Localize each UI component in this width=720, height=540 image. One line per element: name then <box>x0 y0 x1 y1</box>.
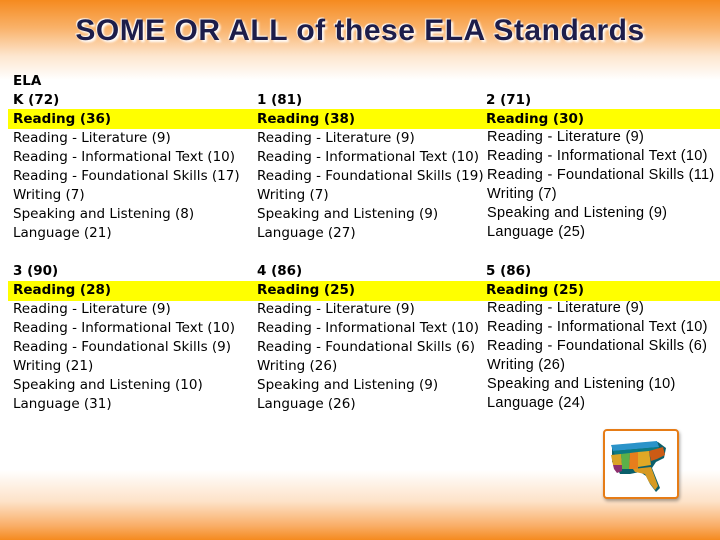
standard-item: Language (24) <box>487 395 586 411</box>
standard-item: Writing (21) <box>13 358 94 374</box>
standard-item: Language (25) <box>487 224 586 240</box>
grade-header: 5 (86) <box>486 263 532 279</box>
standard-item: Reading - Foundational Skills (6) <box>257 339 476 355</box>
standard-item: Reading - Literature (9) <box>13 130 171 146</box>
reading-highlight-row-1 <box>8 109 720 129</box>
grade-header: 4 (86) <box>257 263 303 279</box>
standard-item: Writing (26) <box>257 358 338 374</box>
standard-item: Language (31) <box>13 396 112 412</box>
reading-total: Reading (28) <box>13 282 112 298</box>
reading-highlight-row-2 <box>8 281 720 301</box>
standard-item: Reading - Foundational Skills (11) <box>487 167 715 183</box>
subject-label: ELA <box>13 73 42 89</box>
reading-total: Reading (30) <box>486 111 585 127</box>
standard-item: Writing (7) <box>257 187 329 203</box>
standard-item: Writing (26) <box>487 357 566 373</box>
standard-item: Speaking and Listening (9) <box>257 206 439 222</box>
standard-item: Reading - Informational Text (10) <box>487 148 708 164</box>
standard-item: Language (26) <box>257 396 356 412</box>
standard-item: Speaking and Listening (10) <box>13 377 203 393</box>
standard-item: Reading - Literature (9) <box>257 301 415 317</box>
grade-header: 2 (71) <box>486 92 532 108</box>
standard-item: Speaking and Listening (9) <box>257 377 439 393</box>
reading-total: Reading (38) <box>257 111 356 127</box>
grade-header: K (72) <box>13 92 60 108</box>
reading-total: Reading (36) <box>13 111 112 127</box>
standard-item: Reading - Literature (9) <box>487 129 645 145</box>
standard-item: Reading - Informational Text (10) <box>487 319 708 335</box>
standard-item: Language (21) <box>13 225 112 241</box>
southeast-states-map-icon <box>603 429 679 499</box>
grade-header: 3 (90) <box>13 263 59 279</box>
standard-item: Reading - Informational Text (10) <box>257 320 480 336</box>
standard-item: Reading - Literature (9) <box>487 300 645 316</box>
standard-item: Writing (7) <box>13 187 85 203</box>
standard-item: Writing (7) <box>487 186 557 202</box>
standard-item: Reading - Informational Text (10) <box>13 149 236 165</box>
standard-item: Speaking and Listening (10) <box>487 376 676 392</box>
page-title: SOME OR ALL of these ELA Standards <box>75 14 645 47</box>
reading-total: Reading (25) <box>486 282 585 298</box>
grade-header: 1 (81) <box>257 92 303 108</box>
standard-item: Reading - Foundational Skills (17) <box>13 168 240 184</box>
standard-item: Reading - Foundational Skills (19) <box>257 168 484 184</box>
standard-item: Reading - Foundational Skills (9) <box>13 339 232 355</box>
reading-total: Reading (25) <box>257 282 356 298</box>
standard-item: Reading - Foundational Skills (6) <box>487 338 708 354</box>
standard-item: Speaking and Listening (9) <box>487 205 668 221</box>
standard-item: Language (27) <box>257 225 356 241</box>
standard-item: Reading - Literature (9) <box>257 130 415 146</box>
standard-item: Speaking and Listening (8) <box>13 206 195 222</box>
standard-item: Reading - Literature (9) <box>13 301 171 317</box>
standard-item: Reading - Informational Text (10) <box>257 149 480 165</box>
standard-item: Reading - Informational Text (10) <box>13 320 236 336</box>
